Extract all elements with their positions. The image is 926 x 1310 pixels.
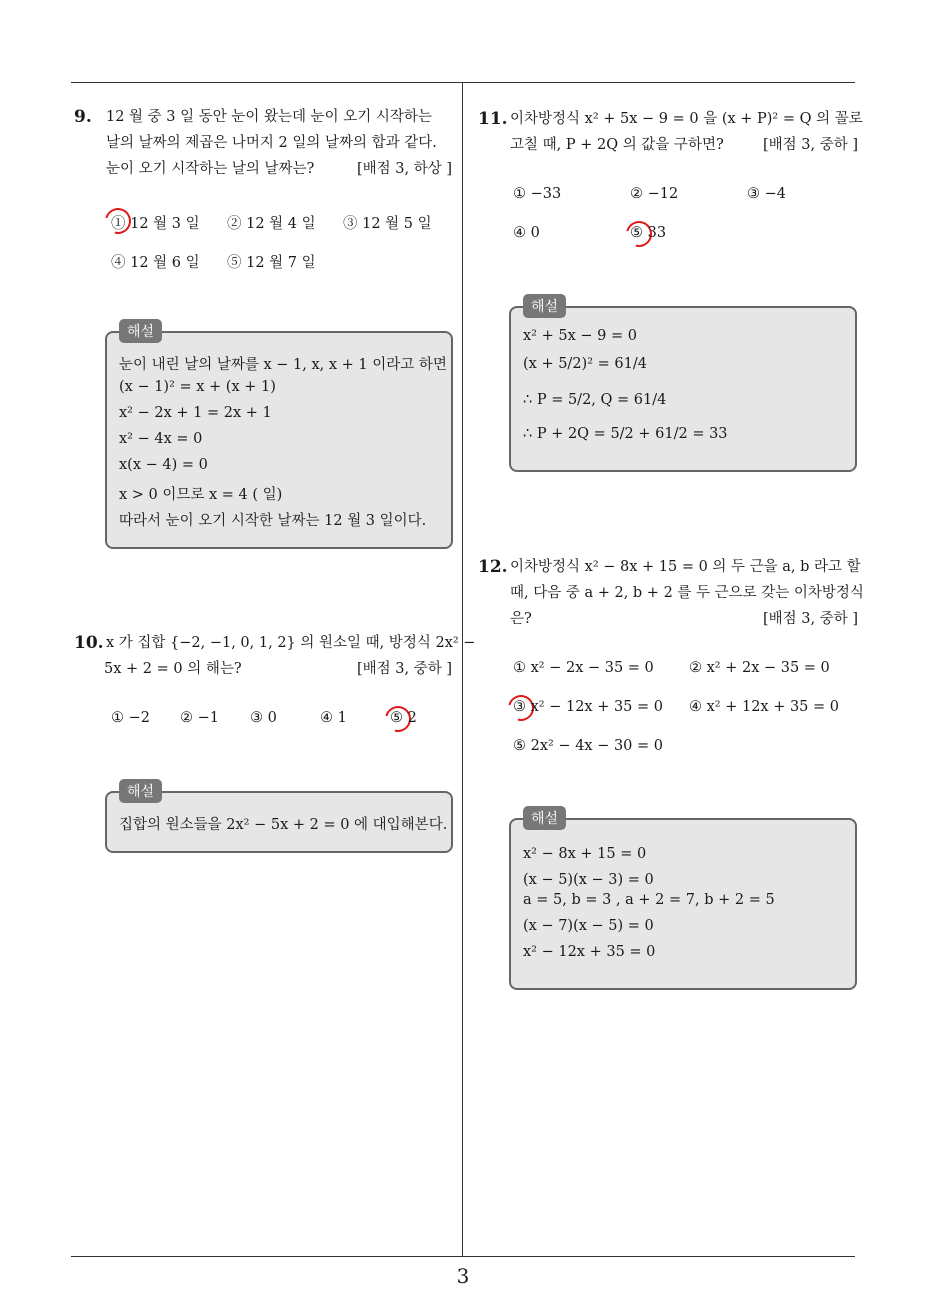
choice-5[interactable]: ⑤ 2 bbox=[390, 710, 417, 726]
solution-line: 집합의 원소들을 2x² − 5x + 2 = 0 에 대입해본다. bbox=[119, 817, 448, 833]
choice-3[interactable]: ③ x² − 12x + 35 = 0 bbox=[513, 699, 664, 715]
solution-line: 눈이 내린 날의 날짜를 x − 1, x, x + 1 이라고 하면 bbox=[119, 357, 447, 373]
solution-line: x² − 4x = 0 bbox=[119, 431, 203, 447]
choice-5[interactable]: ⑤ 2x² − 4x − 30 = 0 bbox=[513, 738, 664, 754]
solution-box bbox=[509, 818, 857, 990]
solution-line: x² − 2x + 1 = 2x + 1 bbox=[119, 405, 272, 421]
question-text: 12 월 중 3 일 동안 눈이 왔는데 눈이 오기 시작하는 bbox=[106, 109, 432, 125]
score-label: [배점 3, 하상 ] bbox=[356, 161, 452, 177]
choice-2[interactable]: ② x² + 2x − 35 = 0 bbox=[689, 660, 830, 676]
page-number: 3 bbox=[456, 1264, 470, 1288]
choice-5[interactable]: ⑤ 12 월 7 일 bbox=[227, 255, 316, 271]
solution-line: (x − 7)(x − 5) = 0 bbox=[523, 918, 654, 934]
solution-line: x² − 8x + 15 = 0 bbox=[523, 846, 647, 862]
column-divider bbox=[462, 82, 463, 1256]
solution-label: 해설 bbox=[523, 294, 566, 318]
question-number: 11. bbox=[478, 109, 508, 129]
choice-2[interactable]: ② −12 bbox=[630, 186, 679, 202]
solution-line: x² + 5x − 9 = 0 bbox=[523, 328, 637, 344]
solution-box bbox=[509, 306, 857, 472]
question-10 bbox=[74, 630, 476, 684]
solution-line: x(x − 4) = 0 bbox=[119, 457, 208, 473]
solution-line: (x − 1)² = x + (x + 1) bbox=[119, 379, 276, 395]
question-12 bbox=[478, 554, 864, 634]
solution-line: ∴ P = 5/2, Q = 61/4 bbox=[523, 392, 667, 408]
top-rule bbox=[71, 82, 855, 83]
choice-3[interactable]: ③ 12 월 5 일 bbox=[343, 216, 432, 232]
question-text: 5x + 2 = 0 의 해는? bbox=[104, 661, 242, 677]
choice-4[interactable]: ④ x² + 12x + 35 = 0 bbox=[689, 699, 840, 715]
solution-box bbox=[105, 331, 453, 549]
question-11 bbox=[478, 106, 863, 160]
question-text: 고칠 때, P + 2Q 의 값을 구하면? bbox=[510, 137, 724, 153]
score-label: [배점 3, 중하 ] bbox=[762, 137, 858, 153]
question-text: x 가 집합 {−2, −1, 0, 1, 2} 의 원소일 때, 방정식 2x² − bbox=[106, 635, 476, 651]
choice-5[interactable]: ⑤ 33 bbox=[630, 225, 667, 241]
solution-label: 해설 bbox=[119, 779, 162, 803]
question-text: 은? bbox=[510, 611, 532, 627]
choice-1[interactable]: ① −33 bbox=[513, 186, 562, 202]
solution-label: 해설 bbox=[119, 319, 162, 343]
choice-1[interactable]: ① 12 월 3 일 bbox=[111, 216, 200, 232]
question-text: 날의 날짜의 제곱은 나머지 2 일의 날짜의 합과 같다. bbox=[106, 135, 437, 151]
solution-line: x² − 12x + 35 = 0 bbox=[523, 944, 656, 960]
solution-line: (x + 5/2)² = 61/4 bbox=[523, 356, 647, 372]
question-number: 9. bbox=[74, 107, 92, 127]
choice-3[interactable]: ③ −4 bbox=[747, 186, 786, 202]
solution-label: 해설 bbox=[523, 806, 566, 830]
solution-line: a = 5, b = 3 , a + 2 = 7, b + 2 = 5 bbox=[523, 892, 775, 908]
choice-2[interactable]: ② −1 bbox=[180, 710, 219, 726]
score-label: [배점 3, 중하 ] bbox=[762, 611, 858, 627]
solution-line: ∴ P + 2Q = 5/2 + 61/2 = 33 bbox=[523, 426, 728, 442]
solution-line: 따라서 눈이 오기 시작한 날짜는 12 월 3 일이다. bbox=[119, 513, 427, 529]
choice-4[interactable]: ④ 12 월 6 일 bbox=[111, 255, 200, 271]
choice-3[interactable]: ③ 0 bbox=[250, 710, 277, 726]
question-text: 눈이 오기 시작하는 날의 날짜는? bbox=[106, 161, 315, 177]
solution-line: x > 0 이므로 x = 4 ( 일) bbox=[119, 487, 283, 503]
choice-4[interactable]: ④ 1 bbox=[320, 710, 347, 726]
bottom-rule bbox=[71, 1256, 855, 1257]
solution-line: (x − 5)(x − 3) = 0 bbox=[523, 872, 654, 888]
score-label: [배점 3, 중하 ] bbox=[356, 661, 452, 677]
choice-2[interactable]: ② 12 월 4 일 bbox=[227, 216, 316, 232]
choice-1[interactable]: ① x² − 2x − 35 = 0 bbox=[513, 660, 654, 676]
choice-4[interactable]: ④ 0 bbox=[513, 225, 540, 241]
question-9 bbox=[74, 104, 452, 184]
question-text: 이차방정식 x² − 8x + 15 = 0 의 두 근을 a, b 라고 할 bbox=[510, 559, 861, 575]
question-text: 이차방정식 x² + 5x − 9 = 0 을 (x + P)² = Q 의 꼴로 bbox=[510, 111, 863, 127]
question-number: 10. bbox=[74, 633, 104, 653]
question-text: 때, 다음 중 a + 2, b + 2 를 두 근으로 갖는 이차방정식 bbox=[510, 585, 864, 601]
choice-1[interactable]: ① −2 bbox=[111, 710, 150, 726]
question-number: 12. bbox=[478, 557, 508, 577]
